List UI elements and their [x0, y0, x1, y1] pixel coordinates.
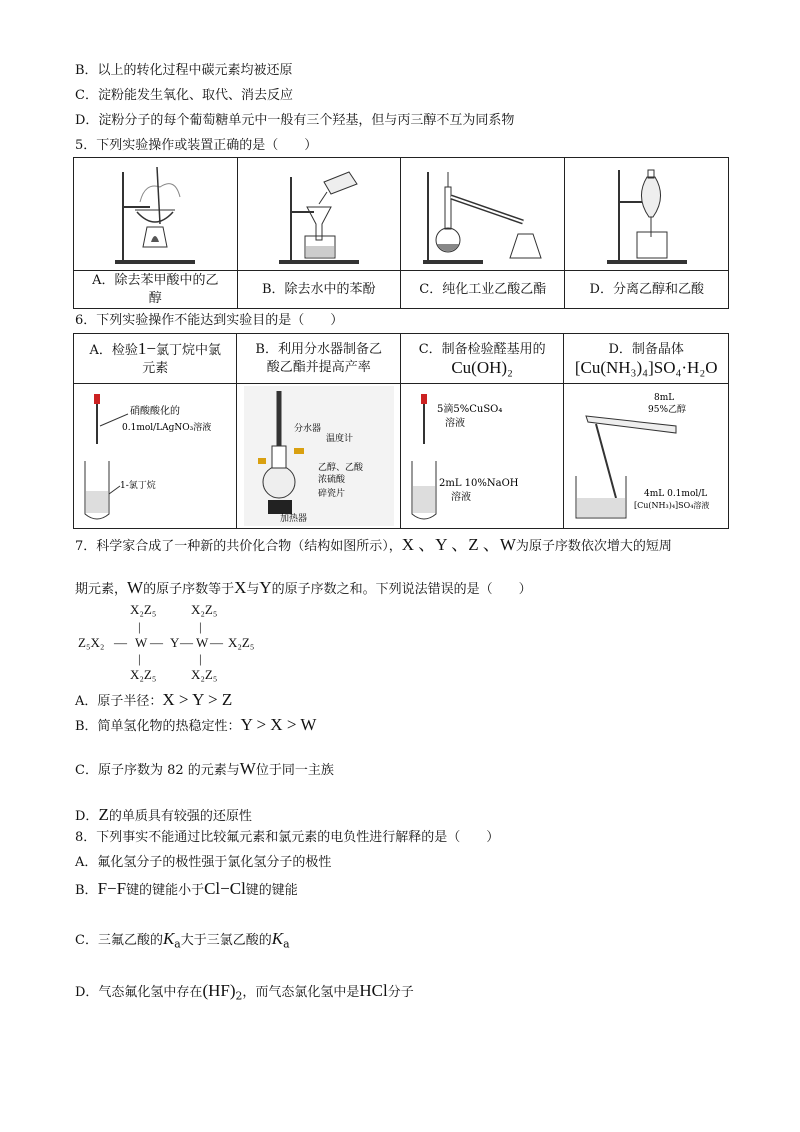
q6-table [73, 333, 729, 529]
q6-header-b: B．利用分水器制备乙 酸乙酯并提高产率 [237, 334, 400, 384]
q6-image-d [564, 384, 729, 529]
q6-c-label-1: 5滴5%CuSO₄ [437, 404, 503, 415]
q5-stem: 5．下列实验操作或装置正确的是（ ） [75, 138, 318, 153]
q4-option-b: B．以上的转化过程中碳元素均被还原 [75, 63, 293, 78]
q6-c-label-2: 溶液 [445, 418, 466, 429]
q6-image-a [74, 384, 237, 529]
q6-image-b [237, 384, 400, 529]
q7-option-b: B．简单氢化物的热稳定性：Y > X > W [75, 715, 317, 734]
q6-header-c: C．制备检验醛基用的 Cu(OH)₂ [400, 334, 563, 384]
q7-structure: X₂Z₅ X₂Z₅ | | Z₅X₂ — W — Y — W — X₂Z₅ | | X₂Z₅ X₂Z₅ [78, 602, 255, 682]
q5-caption-c: C．纯化工业乙酸乙酯 [401, 271, 565, 309]
q5-image-c [401, 158, 565, 271]
q8-stem: 8．下列事实不能通过比较氟元素和氯元素的电负性进行解释的是（ ） [75, 830, 500, 845]
q6-b-label-5: 碎瓷片 [317, 489, 345, 499]
q6-d-label-2: 95%乙醇 [648, 405, 687, 415]
q6-header-d: D．制备晶体 [Cu(NH₃)₄]SO₄·H₂O [564, 334, 729, 384]
q7-stem-line2: 期元素，W的原子序数等于X与Y的原子序数之和。下列说法错误的是（ ） [75, 578, 532, 597]
q5-caption-a: A．除去苯甲酸中的乙 醇 [74, 271, 238, 309]
q6-stem: 6．下列实验操作不能达到实验目的是（ ） [75, 313, 344, 328]
q6-c-label-3: 2mL 10%NaOH [439, 478, 519, 489]
q6-b-label-2: 温度计 [325, 434, 353, 444]
q6-b-label-1: 分水器 [293, 424, 321, 434]
q6-b-label-4: 浓硫酸 [317, 475, 345, 485]
q8-option-b: B．F−F键的键能小于Cl−Cl键的键能 [75, 879, 298, 898]
q5-caption-d: D．分离乙醇和乙酸 [565, 271, 729, 309]
q7-stem-line1: 7．科学家合成了一种新的共价化合物（结构如图所示），X 、Y 、Z 、W为原子序数依次增大的短周 [75, 535, 672, 554]
q7-option-a: A．原子半径：X > Y > Z [75, 690, 233, 709]
q5-table [73, 157, 729, 309]
q4-option-d: D．淀粉分子的每个葡萄糖单元中一般有三个羟基，但与丙三醇不互为同系物 [75, 113, 515, 128]
q5-caption-b: B．除去水中的苯酚 [237, 271, 401, 309]
q6-a-label-3: 1-氯丁烷 [120, 481, 157, 491]
q7-option-d: D．Z的单质具有较强的还原性 [75, 805, 252, 824]
q8-option-c: C．三氟乙酸的$K_a$大于三氯乙酸的$K_a$ [75, 929, 290, 951]
q6-b-label-6: 加热器 [279, 514, 307, 524]
q4-option-c: C．淀粉能发生氧化、取代、消去反应 [75, 88, 293, 103]
q7-option-c: C．原子序数为 82 的元素与W位于同一主族 [75, 759, 334, 778]
q8-option-d: D．气态氟化氢中存在$(HF)_2$，而气态氯化氢中是HCl分子 [75, 981, 414, 1003]
q5-image-d [565, 158, 729, 271]
q5-image-b [237, 158, 401, 271]
q8-option-a: A．氟化氢分子的极性强于氯化氢分子的极性 [75, 855, 332, 870]
q6-image-c [400, 384, 563, 529]
q5-image-a [74, 158, 238, 271]
q6-a-label-1: 硝酸酸化的 [130, 406, 181, 417]
q6-header-a: A．检验1−氯丁烷中氯 元素 [74, 334, 237, 384]
q6-a-label-2: 0.1mol/LAgNO₃溶液 [122, 423, 212, 433]
q6-c-label-4: 溶液 [451, 492, 472, 503]
q6-d-label-4: [Cu(NH₃)₄]SO₄溶液 [634, 501, 710, 510]
q6-d-label-1: 8mL [654, 393, 675, 403]
q6-d-label-3: 4mL 0.1mol/L [644, 489, 708, 499]
q6-b-label-3: 乙醇、乙酸 [317, 463, 363, 473]
